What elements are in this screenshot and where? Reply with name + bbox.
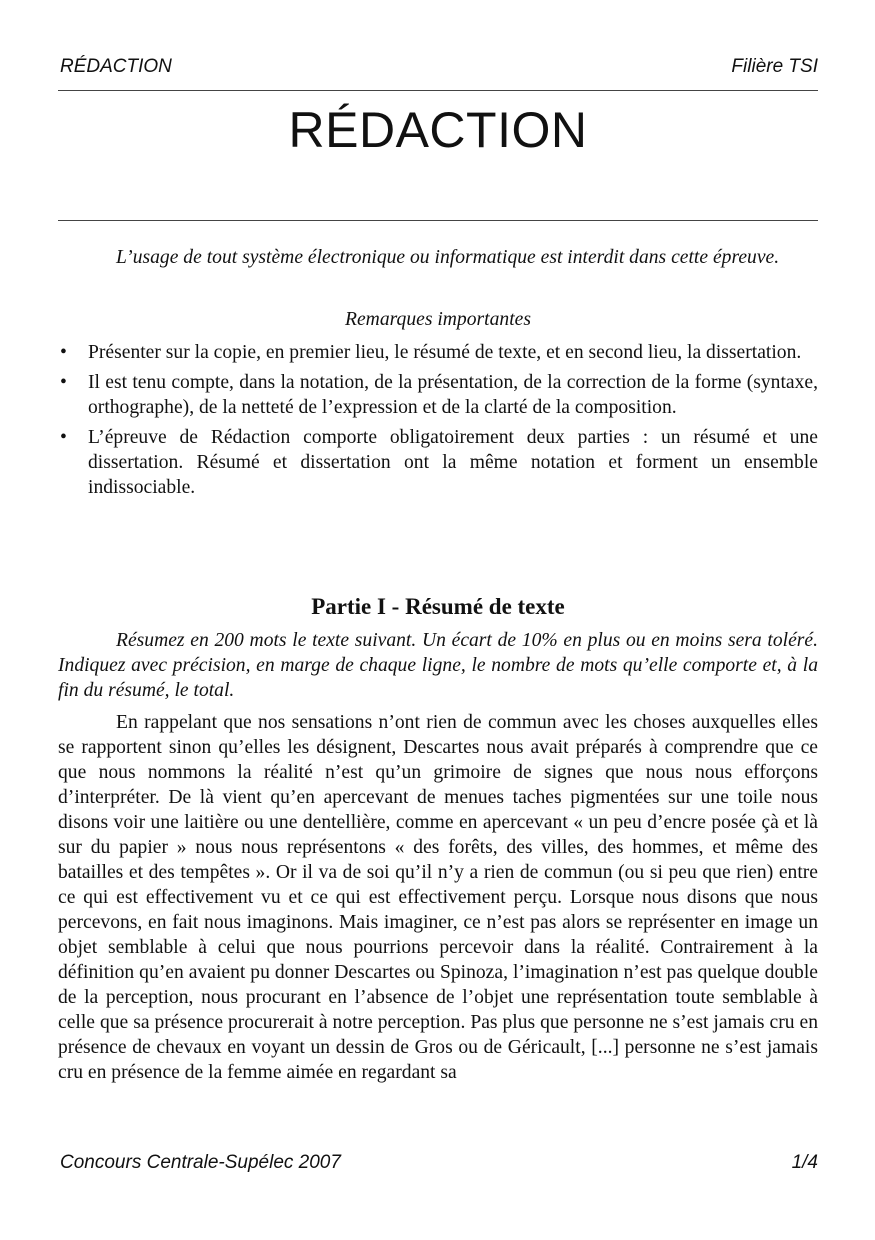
remark-item: [58, 340, 818, 365]
page-title: RÉDACTION: [288, 102, 588, 158]
remark-text: Présenter sur la copie, en premier lieu, le résumé de texte, et en second lieu, la dissertation.: [88, 342, 802, 363]
title-rule: [58, 220, 818, 221]
remark-item: [58, 425, 818, 500]
header-right: Filière TSI: [731, 56, 818, 77]
header-rule: [58, 90, 818, 91]
remark-text: L’épreuve de Rédaction comporte obligatoirement deux parties : un résumé et une dissertation. Résumé et dissertation ont la même notation et forment un ensemble indissociable.: [88, 427, 818, 498]
source-text: En rappelant que nos sensations n’ont rien de commun avec les choses auxquelles elles se rapportent sinon qu’elles les désignent, Descartes nous avait préparés à comprendre que ce que nous nommons la réalité n’est qu’un grimoire de signes que nous nous efforçons d’interpréter. De là vient qu’en apercevant de menues taches pigmentées sur une toile nous disons voir une laitière ou une dentellière, comme en apercevant « un peu d’encre posée çà et là sur du papier » nous nous représentons « des forêts, des villes, des hommes, et même des batailles et des tempêtes ». Or il va de soi qu’il n’y a rien de commun (ou si peu que rien) entre ce qui est effectivement vu et ce qui est effectivement perçu. Lorsque nous disons que nous percevons, en fait nous imaginons. Mais imaginer, ce n’est pas alors se représenter en image un objet semblable à celui que nous pourrions percevoir dans la réalité. Contrairement à la définition qu’en avaient pu donner Descartes ou Spinoza, l’imagination n’est pas quelque double de la perception, nous procurant en l’absence de l’objet une représentation toute semblable à celle que sa présence procurerait à notre perception. Pas plus que personne ne s’est jamais cru en présence de chevaux en voyant un dessin de Gros ou de Géricault, [...] personne ne s’est jamais cru en présence de la femme aimée en regardant sa: [58, 712, 818, 1083]
summary-instructions: Résumez en 200 mots le texte suivant. Un écart de 10% en plus ou en moins sera toléré. Indiquez avec précision, en marge de chaque ligne, le nombre de mots qu’elle comporte et, à la fin du résumé, le total.: [58, 630, 818, 701]
bullet-icon: •: [60, 427, 67, 448]
bullet-icon: •: [60, 342, 67, 363]
notice-text: L’usage de tout système électronique ou informatique est interdit dans cette épreuve.: [116, 247, 780, 268]
footer-left: Concours Centrale-Supélec 2007: [60, 1152, 341, 1173]
remarks-list: [58, 340, 818, 505]
document-page: [58, 0, 818, 1240]
remark-item: [58, 370, 818, 420]
remark-text: Il est tenu compte, dans la notation, de la présentation, de la correction de la forme (syntaxe, orthographe), de la netteté de l’expression et de la clarté de la composition.: [88, 372, 818, 418]
running-header: [58, 56, 818, 82]
bullet-icon: •: [60, 372, 67, 393]
header-left: RÉDACTION: [60, 56, 172, 77]
part-title: Partie I - Résumé de texte: [311, 594, 565, 619]
page-number: 1/4: [791, 1152, 818, 1173]
remarks-heading: Remarques importantes: [345, 309, 531, 330]
page-footer: [58, 1152, 818, 1178]
